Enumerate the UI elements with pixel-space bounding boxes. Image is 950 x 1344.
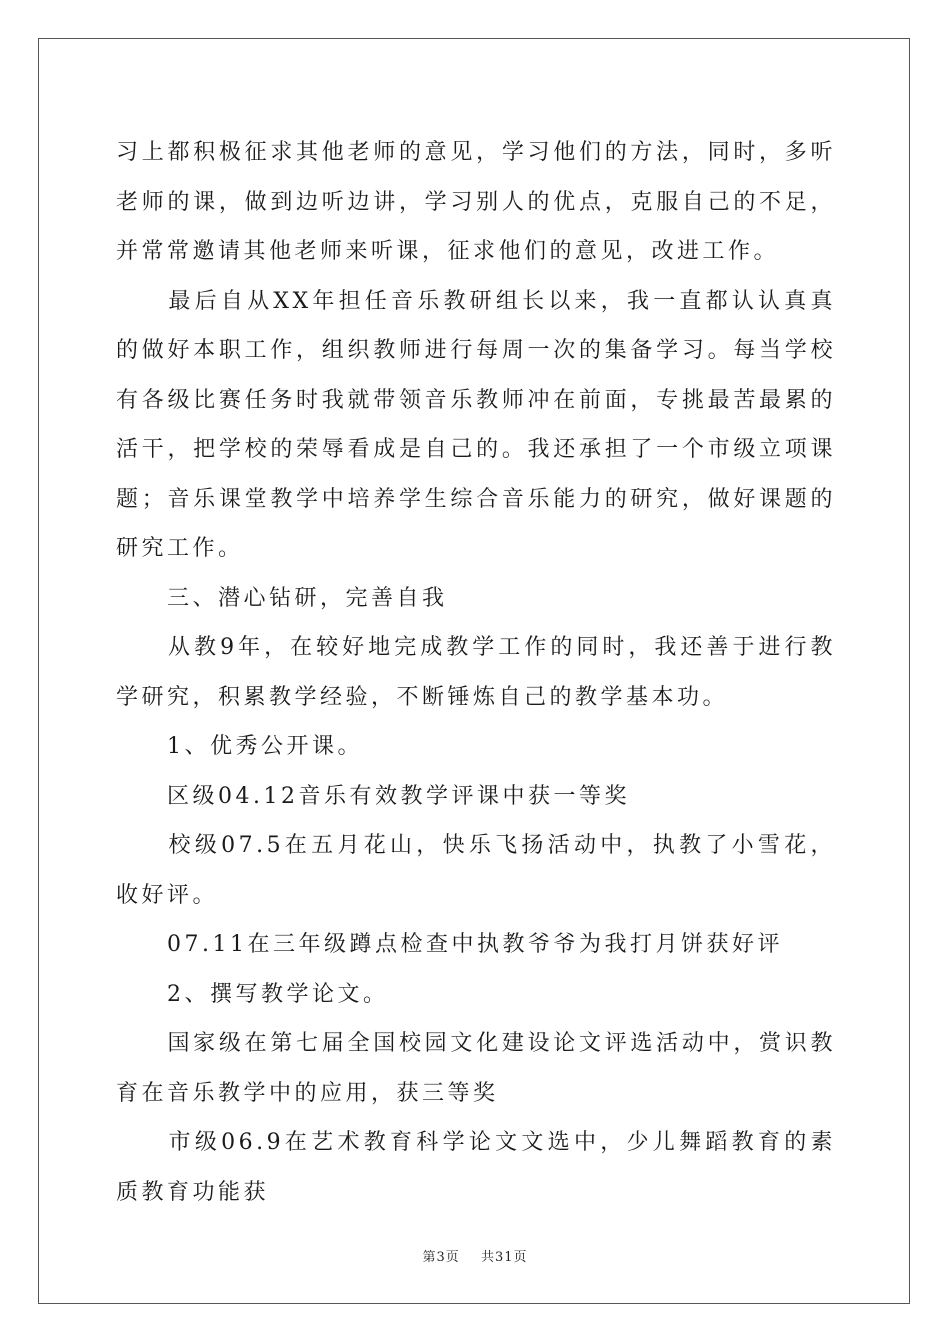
list-heading: 2、撰写教学论文。 [116, 981, 389, 1007]
list-item: 国家级在第七届全国校园文化建设论文评选活动中，赏识教育在音乐教学中的应用，获三等奖 [116, 1031, 836, 1106]
paragraph: 最后自从XX年担任音乐教研组长以来，我一直都认认真真的做好本职工作，组织教师进行每周一次的集备学习。每当学校有各级比赛任务时我就带领音乐教师冲在前面，专挑最苦最累的活干，把学校的荣辱看成是自己的。我还承担了一个市级立项课题；音乐课堂教学中培养学生综合音乐能力的研究，做好课题的研究工作。 [116, 288, 836, 561]
page-total: 共31页 [480, 1250, 528, 1265]
list-heading: 1、优秀公开课。 [116, 734, 363, 759]
list-item: 市级06.9在艺术教育科学论文文选中，少儿舞蹈教育的素质教育功能获 [116, 1130, 836, 1205]
document-body [116, 128, 836, 1217]
page-number: 第3页 [422, 1250, 460, 1265]
paragraph: 习上都积极征求其他老师的意见，学习他们的方法，同时，多听老师的课，做到边听边讲，学习别人的优点，克服自己的不足，并常常邀请其他老师来听课，征求他们的意见，改进工作。 [116, 140, 836, 264]
section-heading: 三、潜心钻研，完善自我 [116, 585, 448, 611]
list-item: 校级07.5在五月花山，快乐飞扬活动中，执教了小雪花，收好评。 [116, 833, 836, 908]
list-item: 07.11在三年级蹲点检查中执教爷爷为我打月饼获好评 [116, 932, 783, 957]
list-item: 区级04.12音乐有效教学评课中获一等奖 [116, 783, 630, 809]
page-footer [0, 1246, 950, 1265]
paragraph: 从教9年，在较好地完成教学工作的同时，我还善于进行教学研究，积累教学经验，不断锤炼自己的教学基本功。 [116, 635, 836, 710]
